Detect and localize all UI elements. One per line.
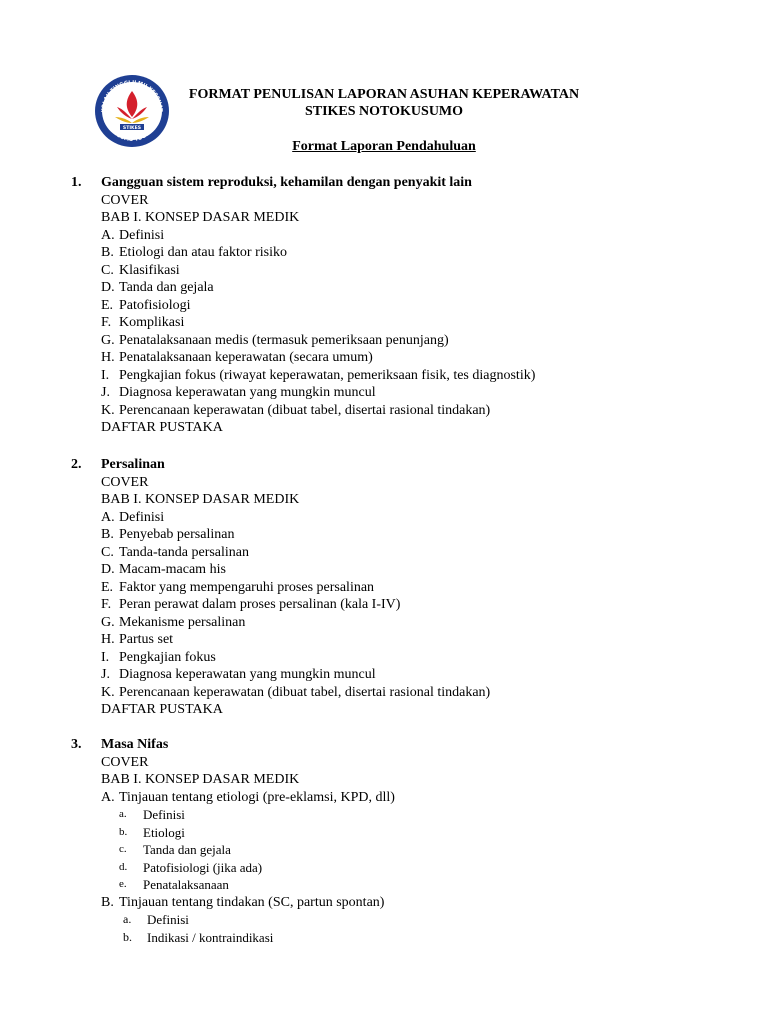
sub-list-item: a. Definisi — [123, 912, 189, 927]
list-item: A. Tinjauan tentang etiologi (pre-eklamsi, KPD, dll) — [101, 789, 395, 805]
list-item: K. Perencanaan keperawatan (dibuat tabel, disertai rasional tindakan) — [101, 684, 491, 700]
svg-text:NOTOKUSUMO YOGYAKARTA: NOTOKUSUMO YOGYAKARTA — [103, 113, 161, 144]
list-item: A. Definisi — [101, 509, 165, 525]
sub-list-item: b. Etiologi — [119, 824, 185, 840]
section-3 — [71, 736, 395, 946]
list-item: E. Patofisiologi — [101, 297, 191, 313]
sub-list-item: b. Indikasi / kontraindikasi — [123, 929, 274, 945]
list-item: H. Partus set — [101, 632, 174, 647]
sub-list-item: a. Definisi — [119, 807, 185, 822]
list-item: K. Perencanaan keperawatan (dibuat tabel, disertai rasional tindakan) — [101, 402, 491, 418]
list-item: I. Pengkajian fokus (riwayat keperawatan, pemeriksaan fisik, tes diagnostik) — [101, 367, 536, 383]
list-item: D. Macam-macam his — [101, 562, 226, 577]
section-heading — [71, 456, 299, 474]
svg-text:SEKOLAH TINGGI ILMU KESEHATAN: KOLAH TINGGI ILMU KESEHAT — [100, 79, 164, 113]
document-title-line2: STIKES NOTOKUSUMO — [304, 104, 464, 119]
section-number: 3. — [71, 737, 82, 752]
list-item: B. Penyebab persalinan — [101, 527, 235, 542]
list-item: C. Tanda-tanda persalinan — [101, 544, 250, 560]
list-item: B. Tinjauan tentang tindakan (SC, partun spontan) — [101, 894, 385, 910]
cover-label: COVER — [101, 754, 149, 770]
list-item: F. Peran perawat dalam proses persalinan (kala I-IV) — [101, 597, 401, 612]
cover-label: COVER — [101, 192, 149, 208]
document-title-line1: FORMAT PENULISAN LAPORAN ASUHAN KEPERAWATAN — [188, 87, 580, 102]
list-item: G. Mekanisme persalinan — [101, 614, 246, 630]
section-1 — [71, 174, 536, 437]
list-item: H. Penatalaksanaan keperawatan (secara umum) — [101, 350, 373, 365]
list-item: J. Diagnosa keperawatan yang mungkin muncul — [101, 667, 376, 682]
stikes-logo — [93, 73, 171, 149]
sub-list-item: d. Patofisiologi (jika ada) — [119, 859, 263, 875]
section-2 — [71, 456, 491, 719]
list-item: D. Tanda dan gejala — [101, 280, 214, 295]
sub-list-item: c. Tanda dan gejala — [119, 842, 231, 857]
daftar-pustaka-label: DAFTAR PUSTAKA — [101, 702, 223, 717]
list-item: F. Komplikasi — [101, 315, 185, 330]
section-title: Persalinan — [101, 457, 165, 472]
list-item: J. Diagnosa keperawatan yang mungkin muncul — [101, 385, 376, 400]
bab-label: BAB I. KONSEP DASAR MEDIK — [101, 772, 300, 787]
list-item: I. Pengkajian fokus — [101, 649, 216, 665]
bab-label: BAB I. KONSEP DASAR MEDIK — [101, 492, 300, 507]
section-number: 2. — [71, 457, 82, 472]
section-heading — [71, 736, 299, 754]
bab-label: BAB I. KONSEP DASAR MEDIK — [101, 210, 300, 225]
list-item: A. Definisi — [101, 227, 165, 243]
section-title: Masa Nifas — [101, 737, 169, 752]
document-subtitle: Format Laporan Pendahuluan — [292, 139, 476, 154]
list-item: G. Penatalaksanaan medis (termasuk pemeriksaan penunjang) — [101, 332, 449, 348]
cover-label: COVER — [101, 474, 149, 490]
list-item: C. Klasifikasi — [101, 262, 180, 278]
svg-text:STIKES: STIKES — [122, 126, 142, 131]
section-number: 1. — [71, 175, 82, 190]
list-item: B. Etiologi dan atau faktor risiko — [101, 245, 287, 260]
daftar-pustaka-label: DAFTAR PUSTAKA — [101, 420, 223, 435]
list-item: E. Faktor yang mempengaruhi proses persalinan — [101, 579, 375, 595]
sub-list-item: e. Penatalaksanaan — [119, 877, 229, 892]
section-title: Gangguan sistem reproduksi, kehamilan dengan penyakit lain — [101, 175, 472, 190]
section-heading — [71, 174, 472, 192]
